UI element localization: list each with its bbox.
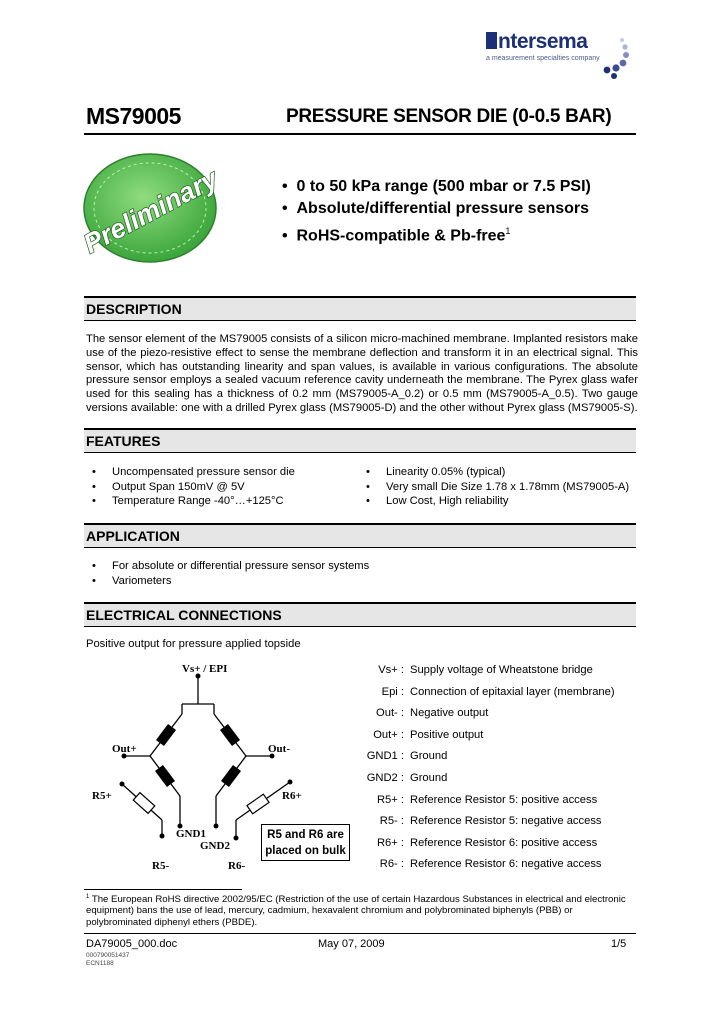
section-header-application: APPLICATION	[84, 523, 636, 548]
footnote-text: The European RoHS directive 2002/95/EC (Restriction of the use of certain Hazardous Substances in electrical and electronic equipment) bans the use of lead, mercury, cadmium, hexavalent chromium and polybrominated biphenyls (PBB) or polybrominated diphenyl ethers (PBDE).	[86, 894, 626, 928]
label-r5-minus: R5-	[152, 860, 170, 872]
feature-item: • Uncompensated pressure sensor die	[86, 465, 295, 480]
page-title: PRESSURE SENSOR DIE (0-0.5 BAR)	[286, 106, 612, 127]
highlight-item: • RoHS-compatible & Pb-free$^1$	[282, 226, 511, 245]
footnote-number: 1	[86, 894, 90, 900]
footer-doc-name: DA79005_000.doc	[86, 938, 178, 950]
pin-row	[340, 664, 593, 676]
callout-line: R5 and R6 are	[267, 829, 344, 841]
pin-key: Out+ :	[373, 728, 404, 741]
label-gnd1: GND1	[176, 828, 206, 840]
electrical-caption: Positive output for pressure applied topside	[86, 638, 301, 650]
pin-row	[340, 815, 602, 827]
preliminary-badge	[72, 148, 242, 266]
label-r5-plus: R5+	[92, 790, 112, 802]
logo-wordmark	[486, 30, 587, 54]
pin-key: R6+ :	[376, 836, 404, 849]
feature-item: • Temperature Range -40°…+125°C	[86, 494, 295, 509]
footnote-divider	[84, 889, 242, 890]
description-text: The sensor element of the MS79005 consists of a silicon micro-machined membrane. Implanted resistors make use of the piezo-resistive effect to sense the membrane deflection and transform it in an electrical signal. This sensor, which has outstanding linearity and span values, is available in various configurations. The absolute pressure sensor employs a sealed vacuum reference cavity underneath the membrane. The Pyrex glass wafer used for this sealing has a thickness of 0.2 mm (MS79005-A_0.2) or 0.5 mm (MS79005-A_0.5). Two gauge versions available: one with a drilled Pyrex glass (MS79005-D) and the other without Pyrex glass (MS79005-S).	[86, 333, 638, 414]
application-item: • For absolute or differential pressure sensor systems	[86, 559, 369, 574]
label-gnd2: GND2	[200, 840, 230, 852]
highlight-text: Absolute/differential pressure sensors	[296, 200, 590, 217]
features-right-list	[360, 465, 629, 509]
logo-tagline: a measurement specialties company	[486, 55, 600, 62]
pin-desc: Reference Resistor 5: negative access	[410, 815, 602, 828]
pin-key: Vs+ :	[378, 664, 404, 676]
label-out-minus: Out-	[268, 743, 290, 755]
pin-key: R6- :	[379, 858, 404, 871]
pin-key: Epi :	[381, 685, 404, 698]
feature-item: • Output Span 150mV @ 5V	[86, 480, 295, 495]
pin-key: R5- :	[379, 815, 404, 828]
highlight-list	[282, 176, 591, 247]
bulk-resistor-callout	[261, 824, 350, 861]
highlight-item: • 0 to 50 kPa range (500 mbar or 7.5 PSI)	[282, 178, 591, 195]
footnote	[86, 892, 638, 928]
highlight-item: • Absolute/differential pressure sensors	[282, 200, 590, 217]
pin-desc: Reference Resistor 6: negative access	[410, 858, 602, 871]
pin-row	[340, 707, 488, 719]
title-rule	[84, 133, 636, 135]
footer-rule	[84, 933, 636, 934]
footer-date: May 07, 2009	[318, 938, 385, 950]
pin-desc: Negative output	[410, 707, 489, 720]
footer-page-number: 1/5	[611, 938, 627, 950]
pin-desc: Reference Resistor 6: positive access	[410, 836, 598, 849]
pin-row	[340, 837, 597, 849]
highlight-text: RoHS-compatible & Pb-free	[296, 227, 506, 245]
pin-row	[340, 858, 602, 870]
section-header-features: FEATURES	[84, 428, 636, 453]
pin-desc: Connection of epitaxial layer (membrane)	[410, 685, 615, 698]
pin-desc: Ground	[410, 750, 448, 763]
pin-desc: Supply voltage of Wheatstone bridge	[410, 664, 593, 676]
logo-name: ntersema	[498, 30, 588, 53]
pin-key: R5+ :	[376, 793, 404, 806]
footnote-mark: 1	[505, 226, 511, 236]
product-number: MS79005	[86, 103, 181, 129]
label-r6-plus: R6+	[282, 790, 302, 802]
company-logo	[486, 30, 676, 90]
pin-row	[340, 729, 483, 741]
label-r6-minus: R6-	[228, 860, 246, 872]
pin-row	[340, 772, 447, 784]
label-out-plus: Out+	[112, 743, 137, 755]
label-vs-epi: Vs+ / EPI	[182, 663, 228, 675]
pin-key: GND2 :	[366, 772, 404, 784]
pin-row	[340, 686, 615, 698]
section-header-electrical: ELECTRICAL CONNECTIONS	[84, 602, 636, 627]
highlight-text: 0 to 50 kPa range (500 mbar or 7.5 PSI)	[296, 178, 591, 195]
badge-text: Preliminary	[78, 163, 223, 260]
features-left-list	[86, 465, 295, 509]
callout-line: placed on bulk	[265, 845, 346, 857]
feature-item: • Low Cost, High reliability	[360, 494, 629, 509]
pin-desc: Positive output	[410, 728, 484, 741]
footer-ecn: ECN1188	[86, 960, 114, 967]
application-item: • Variometers	[86, 574, 369, 589]
pin-key: Out- :	[376, 707, 404, 720]
feature-item: • Linearity 0.05% (typical)	[360, 465, 629, 480]
pin-row	[340, 794, 597, 806]
application-list	[86, 559, 369, 588]
pin-row	[340, 750, 447, 762]
section-header-description: DESCRIPTION	[84, 296, 636, 321]
pin-desc: Ground	[410, 772, 448, 784]
logo-i-block	[486, 32, 497, 49]
feature-item: • Very small Die Size 1.78 x 1.78mm (MS79005-A)	[360, 480, 629, 495]
pin-desc: Reference Resistor 5: positive access	[410, 793, 598, 806]
pin-key: GND1 :	[366, 750, 404, 763]
footer-small-code: 000790051437	[86, 952, 130, 959]
